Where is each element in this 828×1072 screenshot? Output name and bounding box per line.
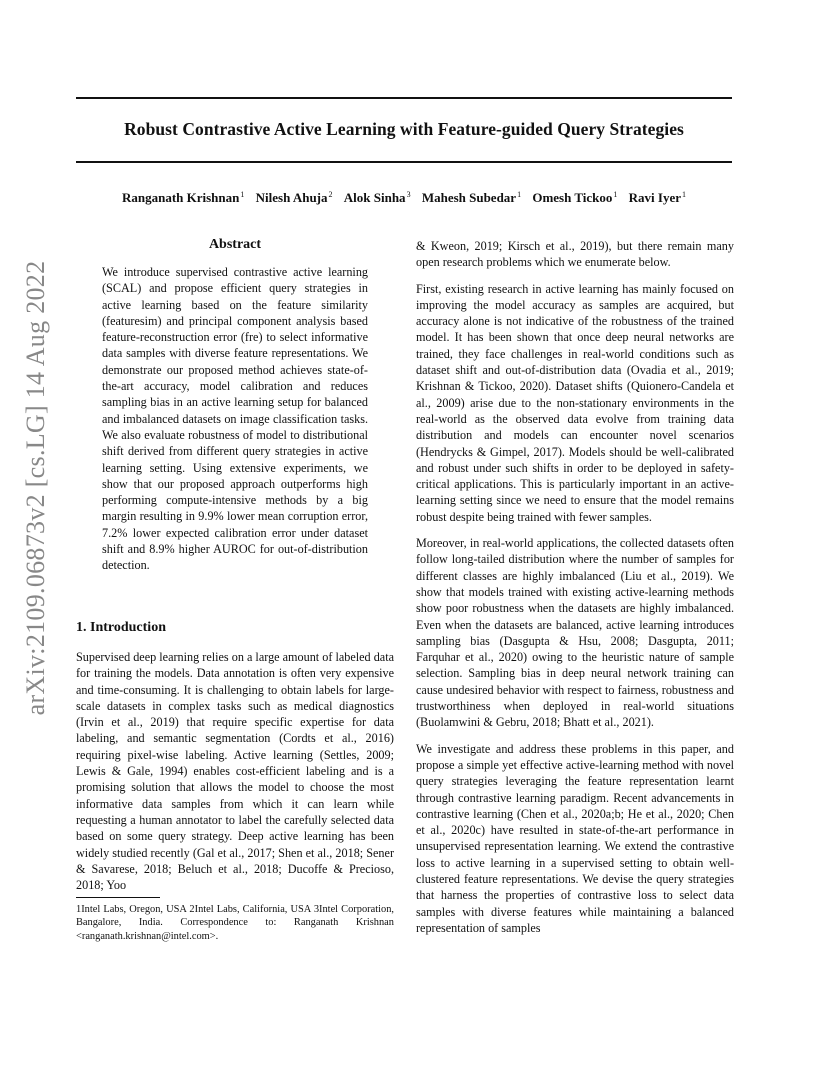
author: Ranganath Krishnan$^1$ xyxy=(121,190,245,206)
intro-paragraph: Supervised deep learning relies on a large amount of labeled data for training the models. Data annotation is often very expensive and time-consuming. It is challenging to obtain labels for large-scale datasets in complex tasks such as medical diagnostics (Irvin et al., 2019) that require specific expertise for data labeling, and semantic segmentation (Cordts et al., 2016) requiring pixel-wise labeling. Active learning (Settles, 2009; Lewis & Gale, 1994) enables cost-efficient labeling and is a promising solution that allows the model to choose the most informative data samples from which it can learn while requesting a human annotator to label the carefully selected data based on some query strategy. Deep active learning has been widely studied recently (Gal et al., 2017; Shen et al., 2018; Sener & Savarese, 2018; Beluch et al., 2018; Ducoffe & Precioso, 2018; Yoo xyxy=(76,650,394,893)
author-list xyxy=(76,190,732,206)
introduction-text xyxy=(76,649,394,893)
arxiv-stamp xyxy=(16,260,56,716)
paper-title: Robust Contrastive Active Learning with Feature-guided Query Strategies xyxy=(124,119,684,139)
arxiv-identifier: arXiv:2109.06873v2 [cs.LG] 14 Aug 2022 xyxy=(21,260,50,716)
affiliation-footnote: 1Intel Labs, Oregon, USA 2Intel Labs, California, USA 3Intel Corporation, Bangalore, India. Correspondence to: Ranganath Krishnan <ranganath.krishnan@intel.com>. xyxy=(76,904,394,942)
right-paragraph: We investigate and address these problems in this paper, and propose a simple yet effective active-learning method with novel query strategies leveraging the feature representation learnt through contrastive learning paradigm. Recent advancements in contrastive learning (Chen et al., 2020a;b; He et al., 2020; Chen et al., 2020c) have resulted in state-of-the-art performance in unsupervised representation learning. We extend the contrastive loss to active learning in a supervised setting to obtain well-clustered feature representations. We devise the query strategies that harness the properties of contrastive loss to select data samples with diverse features while maintaining a balanced representation of samples xyxy=(416,741,734,935)
author: Mahesh Subedar$^1$ xyxy=(421,190,522,206)
right-column xyxy=(416,238,734,946)
abstract-paragraph: We introduce supervised contrastive active learning (SCAL) and propose efficient query strategies in active learning based on the feature similarity (featuresim) and principal component analysis based feature-reconstruction error (fre) to select informative data samples with diverse feature representations. We demonstrate our proposed method achieves state-of-the-art accuracy, model calibration and reduces sampling bias in an active learning setup for balanced and imbalanced datasets on image classification tasks. We also evaluate robustness of model to distributional shift derived from different query strategies in active learning setting. Using extensive experiments, we show that our proposed approach outperforms high performing compute-intensive methods by a big margin resulting in 9.9% lower mean corruption error, 7.2% lower expected calibration error under dataset shift and 8.9% higher AUROC for out-of-distribution detection. xyxy=(102,265,368,573)
right-paragraph: Moreover, in real-world applications, the collected datasets often follow long-tailed distribution where the number of samples for different classes are highly imbalanced (Liu et al., 2019). We show that models trained with existing active-learning methods show poor robustness when the datasets are highly imbalanced. Even when the datasets are balanced, active learning introduces sampling bias (Dasgupta & Hsu, 2008; Dasgupta, 2011; Farquhar et al., 2020) owing to the heuristic nature of sample selection. Sampling bias in deep neural network training can cause undesired behavior with respect to fairness, robustness and trustworthiness when deployed in real-world situations (Buolamwini & Gebru, 2018; Bhatt et al., 2021). xyxy=(416,536,734,730)
right-paragraph: First, existing research in active learning has mainly focused on improving the model accuracy as samples are acquired, but accuracy alone is not indicative of the robustness of the trained model. It has been shown that once deep neural networks are trained, they face challenges in real-world conditions such as dataset shift and out-of-distribution data (Ovadia et al., 2019; Krishnan & Tickoo, 2020). Dataset shifts (Quionero-Candela et al., 2009) arise due to the non-stationary environments in the real-world as the observed data evolve from training data distribution and models can encounter novel scenarios (Hendrycks & Gimpel, 2017). Models should be well-calibrated and robust under such shifts in order to be deployed in safety-critical applications. This is particularly important in an active-learning setting since we need to ensure that the model remains robust despite being trained with fewer samples. xyxy=(416,281,734,524)
right-paragraph: & Kweon, 2019; Kirsch et al., 2019), but there remain many open research problems which we enumerate below. xyxy=(416,239,734,270)
footnote-rule xyxy=(76,897,160,898)
title-top-rule xyxy=(76,97,732,99)
author: Omesh Tickoo$^1$ xyxy=(532,190,618,206)
title-bottom-rule xyxy=(76,161,732,163)
abstract-heading: Abstract xyxy=(208,237,262,252)
author: Nilesh Ahuja$^2$ xyxy=(255,190,333,206)
author: Ravi Iyer$^1$ xyxy=(628,190,687,206)
section-heading-introduction: 1. Introduction xyxy=(76,620,166,635)
author: Alok Sinha$^3$ xyxy=(343,190,411,206)
abstract-text xyxy=(102,264,368,574)
